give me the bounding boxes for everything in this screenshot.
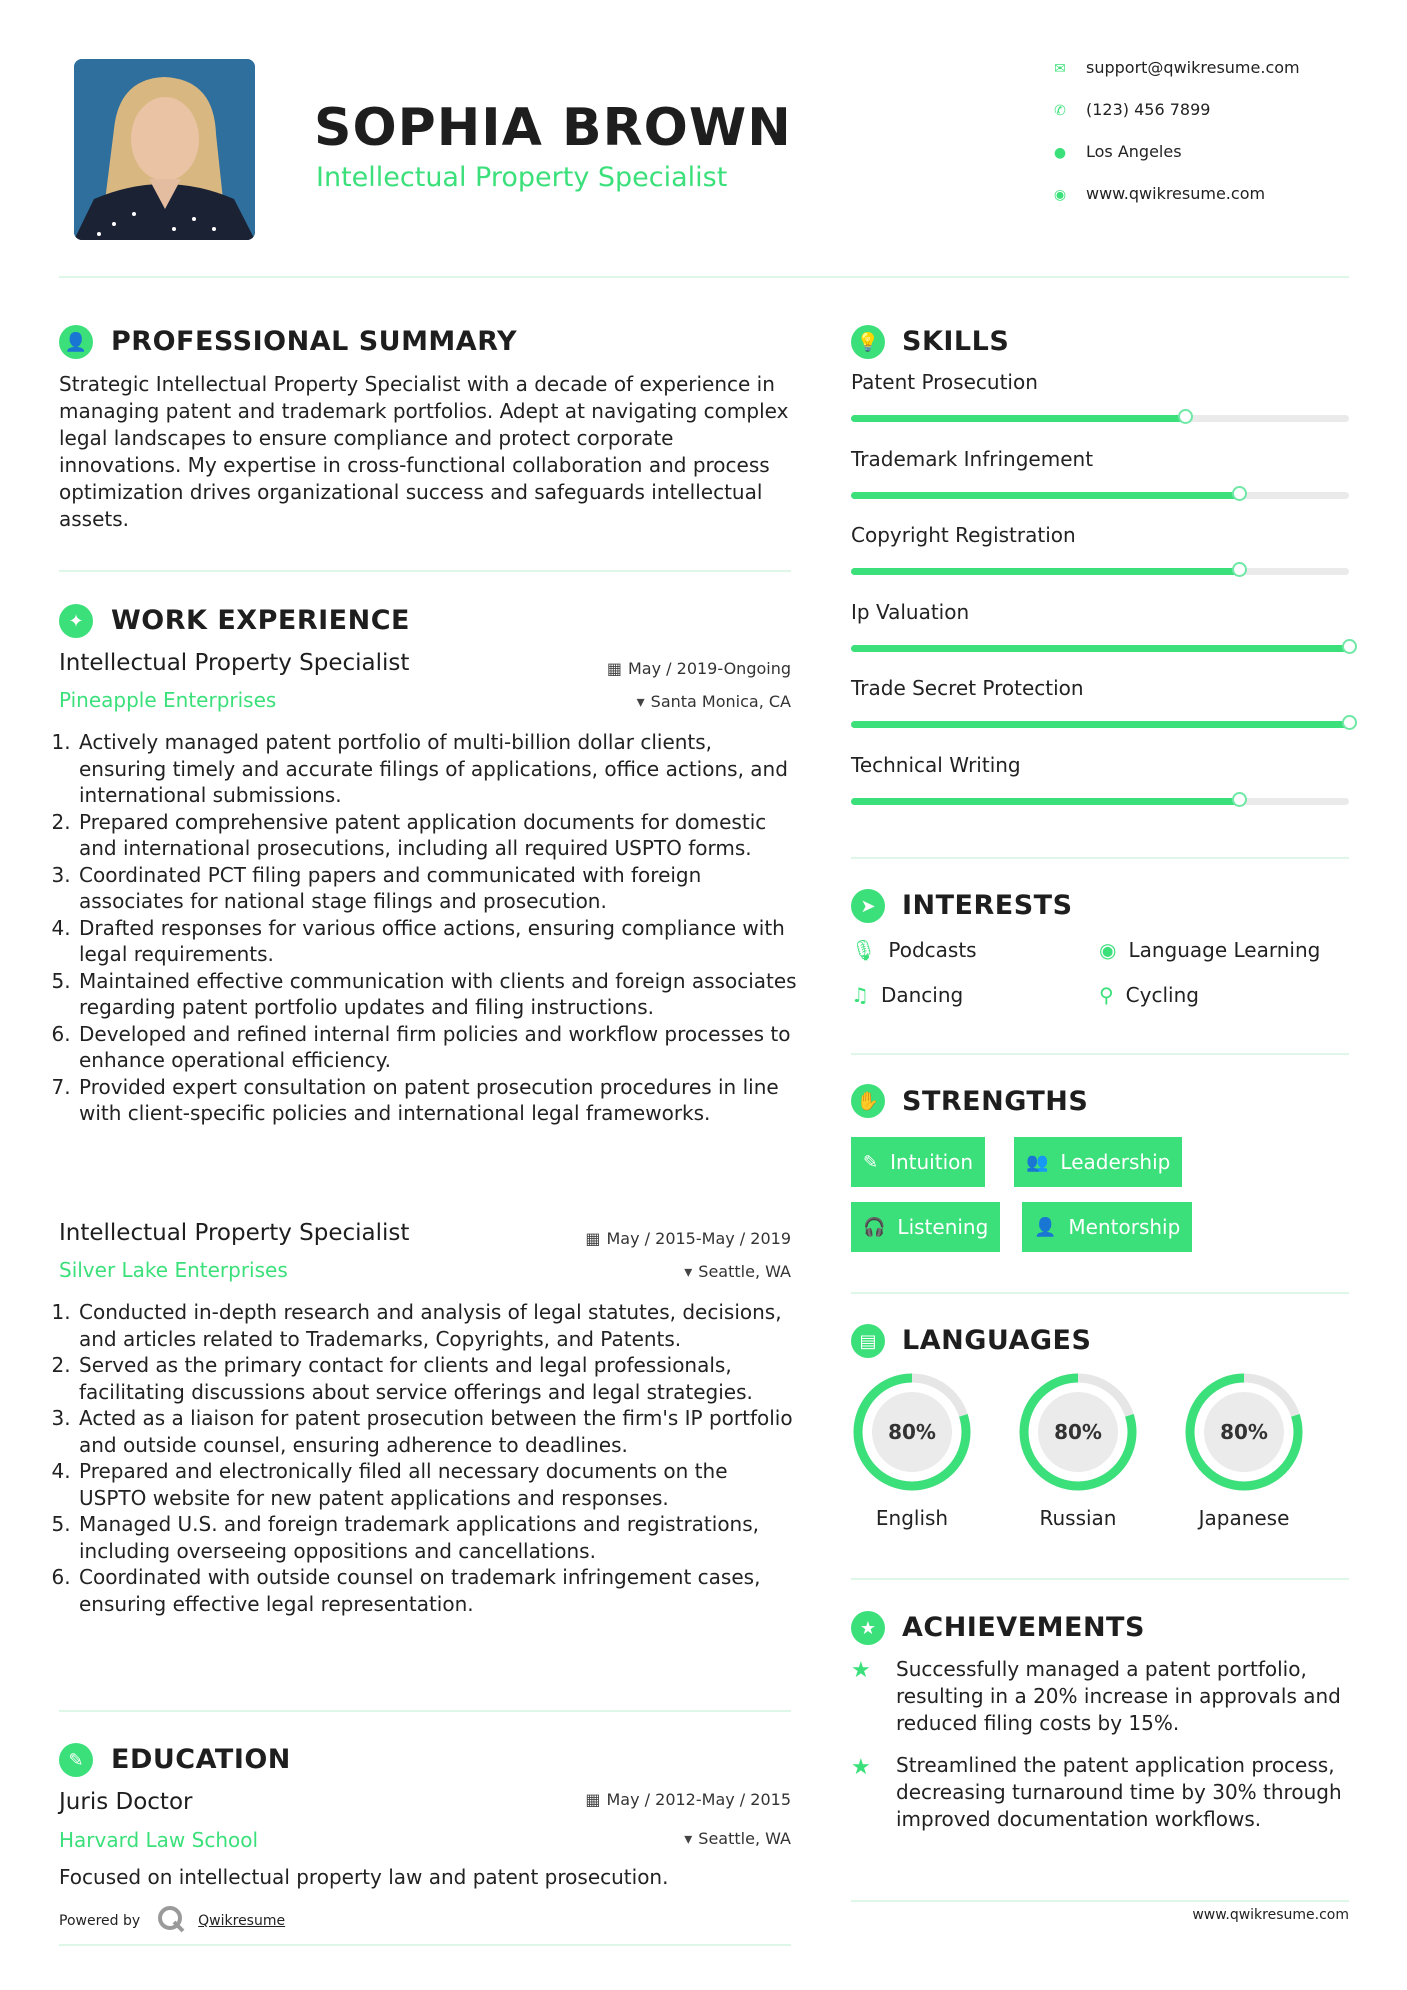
profile-photo	[74, 59, 255, 240]
strength-tag: 👤 Mentorship	[1022, 1202, 1192, 1252]
headphones-icon: 🎧	[863, 1216, 886, 1238]
bicycle-icon: ⚲	[1099, 983, 1114, 1007]
hand-icon: ✋	[851, 1084, 885, 1118]
skill-label: Technical Writing	[851, 753, 1021, 777]
list-item: 4. Drafted responses for various office actions, ensuring compliance with legal requirements.	[77, 915, 799, 968]
interests-divider	[851, 1053, 1349, 1055]
education-location: ▾ Seattle, WA	[684, 1829, 791, 1848]
footer-website[interactable]: www.qwikresume.com	[1192, 1907, 1349, 1923]
job-title: Intellectual Property Specialist	[59, 1220, 410, 1246]
contact-website: ◉ www.qwikresume.com	[1050, 184, 1265, 203]
language-name: English	[875, 1506, 949, 1530]
star-badge-icon: ★	[851, 1611, 885, 1645]
skill-bar-knob	[1342, 639, 1357, 654]
skill-bar-fill	[851, 798, 1239, 805]
job-company: Silver Lake Enterprises	[59, 1258, 288, 1282]
skill-bar	[851, 415, 1349, 422]
list-item: 2. Prepared comprehensive patent application documents for domestic and international prosecutions, including all required USPTO forms.	[77, 809, 799, 862]
music-note-icon: ♫	[851, 983, 869, 1007]
skill-bar	[851, 798, 1349, 805]
location-pin-icon: ●	[1053, 145, 1067, 161]
job-bullets	[59, 729, 799, 1127]
skill-bar-knob	[1232, 562, 1247, 577]
language-name: Japanese	[1198, 1506, 1290, 1530]
summary-text: Strategic Intellectual Property Specialist with a decade of experience in managing patent and trademark portfolios. Adept at navigating complex legal landscapes to ensure compliance and protect corporate innovations. My expertise in cross-functional collaboration and process optimization drives organizational success and safeguards intellectual assets.	[59, 372, 789, 531]
skill-bar-knob	[1232, 486, 1247, 501]
language-ring	[850, 1370, 974, 1494]
skills-divider	[851, 857, 1349, 859]
experience-title: WORK EXPERIENCE	[111, 605, 410, 636]
education-description: Focused on intellectual property law and patent prosecution.	[59, 1865, 669, 1889]
skill-bar-knob	[1178, 409, 1193, 424]
language-percent: 80%	[1054, 1420, 1102, 1444]
job-date: ▦ May / 2015-May / 2019	[585, 1229, 791, 1248]
user-plus-icon: 👤	[1034, 1216, 1057, 1238]
languages-divider	[851, 1578, 1349, 1580]
list-item: 4. Prepared and electronically filed all necessary documents on the USPTO website for new patent applications and responses.	[77, 1458, 799, 1511]
star-icon: ★	[851, 1755, 871, 1780]
education-school: Harvard Law School	[59, 1828, 259, 1852]
job-location: ▾ Santa Monica, CA	[636, 692, 791, 711]
globe-icon: ◉	[1053, 187, 1067, 203]
job-location: ▾ Seattle, WA	[684, 1262, 791, 1281]
skills-title: SKILLS	[902, 326, 1010, 357]
list-item: 6. Developed and refined internal firm policies and workflow processes to enhance operational efficiency.	[77, 1021, 799, 1074]
strength-tag: ✎ Intuition	[851, 1137, 985, 1187]
lightbulb-icon: 💡	[851, 325, 885, 359]
achievements-title: ACHIEVEMENTS	[902, 1612, 1145, 1643]
calendar-icon: ▦	[606, 659, 622, 678]
skill-bar-fill	[851, 568, 1239, 575]
list-item: 5. Maintained effective communication with clients and foreign associates regarding patent portfolio updates and filing instructions.	[77, 968, 799, 1021]
achievements-divider	[851, 1900, 1349, 1902]
microphone-icon: 🎙	[851, 938, 877, 962]
skill-bar	[851, 721, 1349, 728]
interest-item: ⚲ Cycling	[1099, 983, 1199, 1007]
job-date: ▦ May / 2019-Ongoing	[606, 659, 791, 678]
candidate-role: Intellectual Property Specialist	[316, 162, 728, 193]
achievement-item: Successfully managed a patent portfolio, resulting in a 20% increase in approvals and reduced filing costs by 15%.	[896, 1657, 1341, 1735]
summary-title: PROFESSIONAL SUMMARY	[111, 326, 518, 357]
education-date: ▦ May / 2012-May / 2015	[585, 1790, 791, 1809]
pin-icon: ▾	[684, 1262, 693, 1281]
skill-bar-fill	[851, 645, 1349, 652]
skill-bar-fill	[851, 721, 1349, 728]
calendar-icon: ▦	[585, 1790, 601, 1809]
skill-label: Ip Valuation	[851, 599, 970, 624]
calendar-icon: ▦	[585, 1229, 601, 1248]
graduation-icon: ✎	[59, 1743, 93, 1777]
list-item: 2. Served as the primary contact for clients and legal professionals, facilitating discussions about service offerings and legal strategies.	[77, 1352, 799, 1405]
candidate-name: SOPHIA BROWN	[314, 98, 792, 158]
contact-phone: ✆ (123) 456 7899	[1050, 100, 1210, 119]
strengths-title: STRENGTHS	[902, 1086, 1089, 1117]
language-percent: 80%	[888, 1420, 936, 1444]
interest-item: 🎙 Podcasts	[851, 938, 977, 962]
skill-label: Trademark Infringement	[851, 446, 1094, 471]
paper-plane-icon: ➤	[851, 889, 885, 923]
pin-icon: ▾	[684, 1829, 693, 1848]
id-card-icon: ▤	[851, 1324, 885, 1358]
footer-divider-left	[59, 1944, 791, 1946]
envelope-icon: ✉	[1054, 61, 1066, 77]
job-company: Pineapple Enterprises	[59, 688, 277, 712]
language-percent: 80%	[1220, 1420, 1268, 1444]
magic-wand-icon: ✎	[863, 1151, 879, 1173]
list-item: 1. Actively managed patent portfolio of multi-billion dollar clients, ensuring timely and accurate filings of applications, office actions, and international submissions.	[77, 729, 799, 809]
summary-divider	[59, 570, 791, 572]
qwikresume-logo-icon	[156, 1904, 186, 1938]
skill-bar-knob	[1232, 792, 1247, 807]
list-item: 6. Coordinated with outside counsel on trademark infringement cases, ensuring effective legal representation.	[77, 1564, 799, 1617]
skill-label: Trade Secret Protection	[851, 676, 1084, 701]
language-ring	[1016, 1370, 1140, 1494]
skill-bar	[851, 492, 1349, 499]
language-ring	[1182, 1370, 1306, 1494]
education-title: EDUCATION	[111, 1744, 291, 1775]
qwikresume-link[interactable]: Qwikresume	[198, 1913, 286, 1929]
header-divider	[59, 276, 1349, 278]
users-icon: 👥	[1026, 1151, 1049, 1173]
skill-bar-knob	[1342, 715, 1357, 730]
languages-title: LANGUAGES	[902, 1325, 1092, 1356]
strengths-divider	[851, 1292, 1349, 1294]
experience-divider	[59, 1710, 791, 1712]
language-name: Russian	[1039, 1506, 1117, 1530]
list-item: 1. Conducted in-depth research and analysis of legal statutes, decisions, and articles related to Trademarks, Copyrights, and Patents.	[77, 1299, 799, 1352]
job-title: Intellectual Property Specialist	[59, 650, 410, 676]
skill-bar-fill	[851, 415, 1185, 422]
skill-label: Patent Prosecution	[851, 370, 1038, 394]
interest-item: ◉ Language Learning	[1099, 938, 1321, 962]
skill-label: Copyright Registration	[851, 523, 1076, 548]
pin-icon: ▾	[636, 692, 645, 711]
list-item: 3. Coordinated PCT filing papers and communicated with foreign associates for national stage filings and prosecution.	[77, 862, 799, 915]
list-item: 5. Managed U.S. and foreign trademark applications and registrations, including overseeing oppositions and cancellations.	[77, 1511, 799, 1564]
job-bullets	[59, 1299, 799, 1617]
briefcase-icon: ✦	[59, 604, 93, 638]
interests-title: INTERESTS	[902, 890, 1073, 921]
interest-item: ♫ Dancing	[851, 983, 964, 1007]
list-item: 7. Provided expert consultation on patent prosecution procedures in line with client-specific policies and international legal frameworks.	[77, 1074, 799, 1127]
contact-location: ● Los Angeles	[1050, 142, 1182, 161]
strength-tag: 👥 Leadership	[1014, 1137, 1182, 1187]
achievement-item: Streamlined the patent application process, decreasing turnaround time by 30% through improved documentation workflows.	[896, 1753, 1342, 1831]
strength-tag: 🎧 Listening	[851, 1202, 1000, 1252]
list-item: 3. Acted as a liaison for patent prosecution between the firm's IP portfolio and outside counsel, ensuring adherence to deadlines.	[77, 1405, 799, 1458]
education-degree: Juris Doctor	[59, 1789, 193, 1815]
skill-bar	[851, 568, 1349, 575]
user-icon: 👤	[59, 325, 93, 359]
skill-bar-fill	[851, 492, 1239, 499]
powered-by: Powered by Qwikresume	[59, 1904, 285, 1938]
contact-email: ✉ support@qwikresume.com	[1050, 58, 1300, 77]
skill-bar	[851, 645, 1349, 652]
globe-icon: ◉	[1099, 938, 1117, 962]
star-icon: ★	[851, 1658, 871, 1683]
phone-icon: ✆	[1054, 103, 1066, 119]
